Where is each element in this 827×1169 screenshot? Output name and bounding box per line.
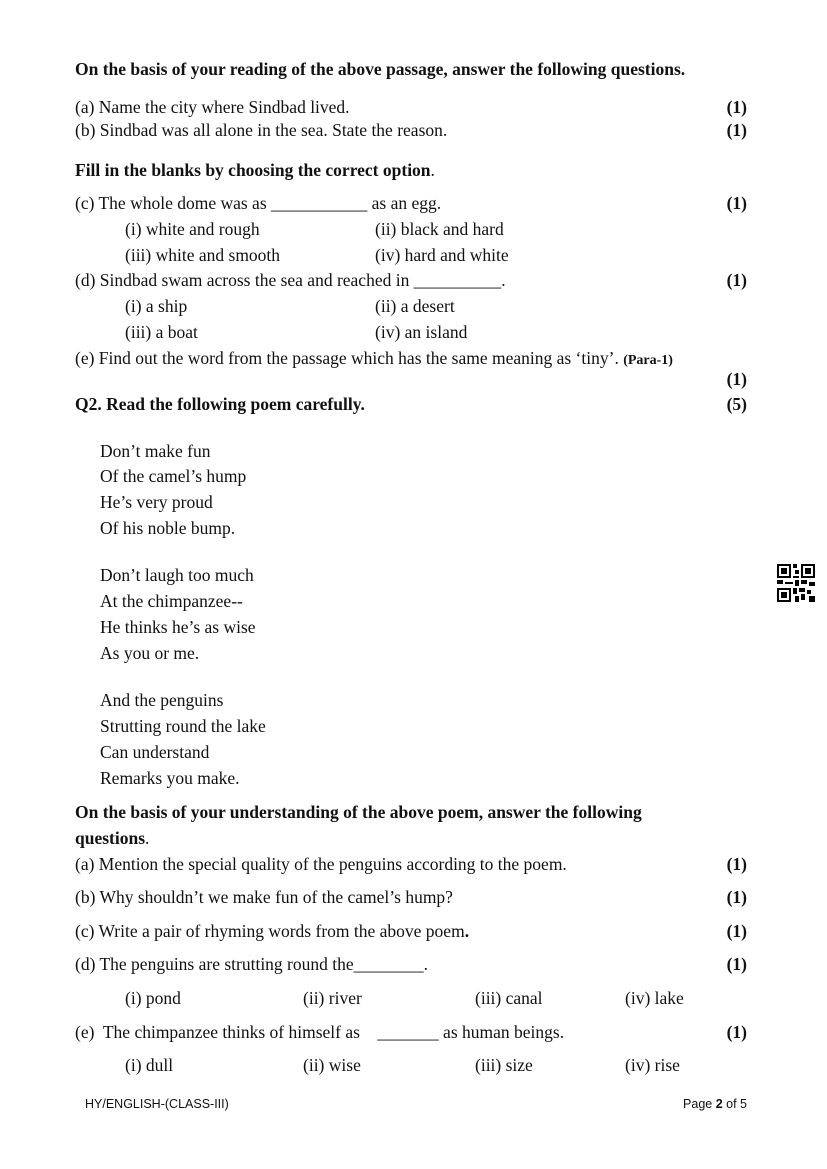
question-a: (a) Name the city where Sindbad lived. [75,97,350,117]
poem-question-b: (b) Why shouldn’t we make fun of the camel’s hump? [75,887,453,907]
option-pe-ii: (ii) wise [303,1055,361,1075]
question-e-text: (e) Find out the word from the passage which has the same meaning as ‘tiny’. [75,348,619,368]
option-d-ii: (ii) a desert [375,296,455,316]
question-b: (b) Sindbad was all alone in the sea. State the reason. [75,120,448,140]
q2-heading: Q2. Read the following poem carefully. [75,394,365,414]
poem-question-c-text: (c) Write a pair of rhyming words from the above poem [75,921,465,941]
poem-line: Don’t make fun [100,441,211,461]
fill-blanks-heading-period: . [430,160,435,180]
question-e [75,348,673,371]
question-c-mark: (1) [726,193,747,213]
option-d-i: (i) a ship [125,296,188,316]
page-prefix: Page [683,1097,716,1111]
poem-question-d: (d) The penguins are strutting round the________. [75,954,429,974]
option-pd-i: (i) pond [125,988,181,1008]
poem-question-a-mark: (1) [726,854,747,874]
footer-page-number [683,1097,747,1111]
section-instruction: On the basis of your reading of the above passage, answer the following questions. [75,59,686,79]
question-a-mark: (1) [726,97,747,117]
option-c-ii: (ii) black and hard [375,219,504,239]
option-pe-i: (i) dull [125,1055,174,1075]
poem-question-c-period: . [464,921,470,941]
poem-instruction-text: questions [75,828,146,848]
poem-question-e: (e) The chimpanzee thinks of himself as _______ as human beings. [75,1022,565,1042]
poem-line: Strutting round the lake [100,716,266,736]
poem-question-e-mark: (1) [726,1022,747,1042]
poem-line: At the chimpanzee-- [100,591,243,611]
poem-line: Of his noble bump. [100,518,236,538]
poem-line: Of the camel’s hump [100,466,247,486]
poem-line: As you or me. [100,643,200,663]
option-c-iv: (iv) hard and white [375,245,509,265]
poem-line: He’s very proud [100,492,213,512]
poem-line: Don’t laugh too much [100,565,254,585]
question-d-mark: (1) [726,270,747,290]
poem-line: Can understand [100,742,210,762]
option-pe-iv: (iv) rise [625,1055,680,1075]
page-current: 2 [715,1097,723,1111]
question-d: (d) Sindbad swam across the sea and reached in __________. [75,270,506,290]
option-pd-ii: (ii) river [303,988,362,1008]
poem-question-c-mark: (1) [726,921,747,941]
poem-line: And the penguins [100,690,224,710]
question-c: (c) The whole dome was as ___________ as an egg. [75,193,442,213]
fill-blanks-heading-text: Fill in the blanks by choosing the correct option [75,160,431,180]
question-e-mark: (1) [726,369,747,389]
option-pd-iv: (iv) lake [625,988,684,1008]
question-b-mark: (1) [726,120,747,140]
option-pe-iii: (iii) size [475,1055,533,1075]
poem-instruction-line1: On the basis of your understanding of the above poem, answer the following [75,802,642,822]
q2-mark: (5) [726,394,747,414]
option-c-iii: (iii) white and smooth [125,245,281,265]
option-d-iii: (iii) a boat [125,322,198,342]
option-pd-iii: (iii) canal [475,988,543,1008]
poem-line: He thinks he’s as wise [100,617,256,637]
poem-line: Remarks you make. [100,768,240,788]
question-e-ref: (Para-1) [623,353,673,368]
footer-code: HY/ENGLISH-(CLASS-III) [85,1097,229,1111]
option-c-i: (i) white and rough [125,219,260,239]
qr-code-icon [777,564,815,602]
poem-instruction-period: . [145,828,150,848]
poem-question-a: (a) Mention the special quality of the penguins according to the poem. [75,854,567,874]
poem-question-d-mark: (1) [726,954,747,974]
fill-blanks-heading [75,160,435,180]
poem-instruction-line2 [75,828,149,848]
page-suffix: of 5 [722,1097,747,1111]
option-d-iv: (iv) an island [375,322,468,342]
poem-question-b-mark: (1) [726,887,747,907]
poem-question-c [75,921,469,941]
